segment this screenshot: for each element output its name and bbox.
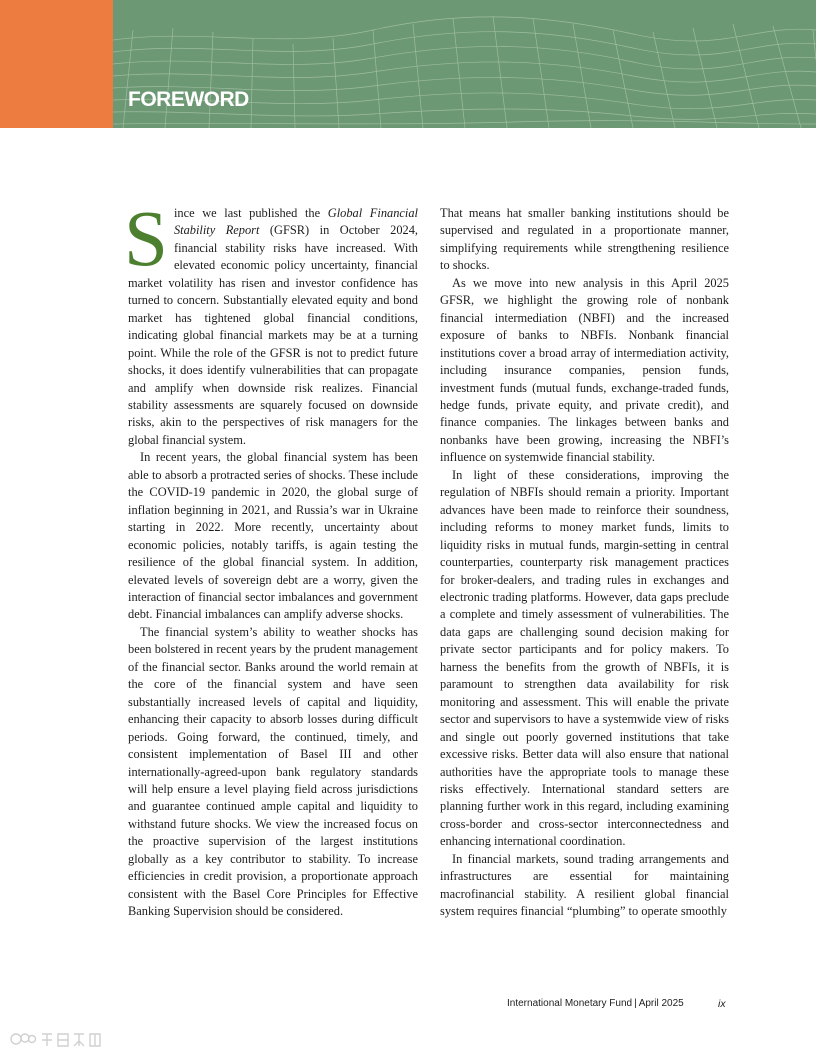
footer-date: April 2025 [638,998,684,1009]
right-text-column [440,205,729,921]
left-text-column [124,196,418,921]
intro-text-rest: (GFSR) in October 2024, financial stability risks have increased. With elevated economic policy uncertainty, financial market volatility has risen and investor confidence has turned to concern. Substantially elevated equity and bond market has tightened global financial conditions, indicating global financial markets may be at a turning point. While the role of the GFSR is not to predict future shocks, it does identify vulnerabilities that can propagate and amplify when downside risk realizes. Financial stability assessments are squarely focused on downside risks, akin to the perspectives of risk managers for the global financial system. [128,223,418,447]
footer-credit: International Monetary Fund | April 2025 [507,998,684,1009]
intro-text-start: ince we last published the [173,206,328,220]
paragraph-regulation: In light of these considerations, improving the regulation of NBFIs should remain a priority. Important advances have been made to reinforce their soundness, including reforms to money market funds, limits to liquidity risks in mutual funds, margin-setting in central counterparties, counterparty risk management practices for broker-dealers, and trading rules in exchanges and electronic trading platforms. However, data gaps preclude a complete and timely assessment of vulnerabilities. The data gaps are challenging sound decision making for private sector participants and for policy makers. To harness the benefits from the growth of NBFIs, it is paramount to strengthen data availability for risk monitoring and assessment. This will enable the private sector and supervisors to have a systemwide view of risks and single out poorly governed institutions that take excessive risks. Better data will also ensure that national authorities have the appropriate tools to manage these risks effectively. International standard setters are planning further work in this regard, including examining cross-border and cross-sector interconnectedness and enhancing international coordination. [440,467,729,849]
paragraph-nbfi: As we move into new analysis in this April 2025 GFSR, we highlight the growing role of nonbank financial intermediation (NBFI) and the increased exposure of banks to NBFIs. Nonbank financial institutions cover a broad array of intermediation activity, including insurance companies, pension funds, investment funds (mutual funds, exchange-traded funds, hedge funds, private equity, and private credit), and finance companies. The linkages between banks and nonbanks have been growing, increasing the NBFI’s influence on systemwide financial stability. [440,275,729,465]
header-accent-block [0,0,113,128]
paragraph-shocks: In recent years, the global financial system has been able to absorb a protracted series of shocks. These include the COVID-19 pandemic in 2020, the global surge of inflation beginning in 2021, and Russia’s war in Ukraine starting in 2022. More recently, uncertainty about economic policies, notably tariffs, is again testing the resilience of the global financial system. In addition, elevated levels of sovereign debt are a worry, given the interaction of financial sector imbalances and government debt. Financial imbalances can amplify adverse shocks. [128,450,418,622]
paragraph-banks: The financial system’s ability to weather shocks has been bolstered in recent years by the prudent management of the financial sector. Banks around the world remain at the core of the financial system and have seen substantially increased levels of capital and liquidity, enhancing their capacity to absorb losses during difficult periods. Going forward, the continued, timely, and consistent implementation of Basel III and other internationally-agreed-upon bank regulatory standards will help ensure a level playing field across jurisdictions and guarantee continued ample capital and liquidity to withstand future shocks. We view the increased focus on the proactive supervision of the largest institutions globally as a key contributor to stability. To increase efficiencies in credit provision, a proportionate approach consistent with the Basel Core Principles for Effective Banking Supervision should be considered. [128,624,418,919]
drop-cap: S [124,196,168,283]
footer-publisher: International Monetary Fund [507,998,633,1009]
paragraph-continued: That means hat smaller banking institutions should be supervised and regulated in a proportionate manner, simplifying requirements while strengthening resilience to shocks. [440,206,729,273]
intro-paragraph [124,196,418,449]
report-title-italic: Global Financial Stability Report [173,206,418,238]
page-title: FOREWORD [128,88,249,111]
watermark-logo [8,1030,108,1050]
page-number: ix [718,998,726,1010]
paragraph-markets: In financial markets, sound trading arrangements and infrastructures are essential for maintaining macrofinancial stability. A resilient global financial system requires financial “plumbing” to operate smoothly [440,851,729,919]
